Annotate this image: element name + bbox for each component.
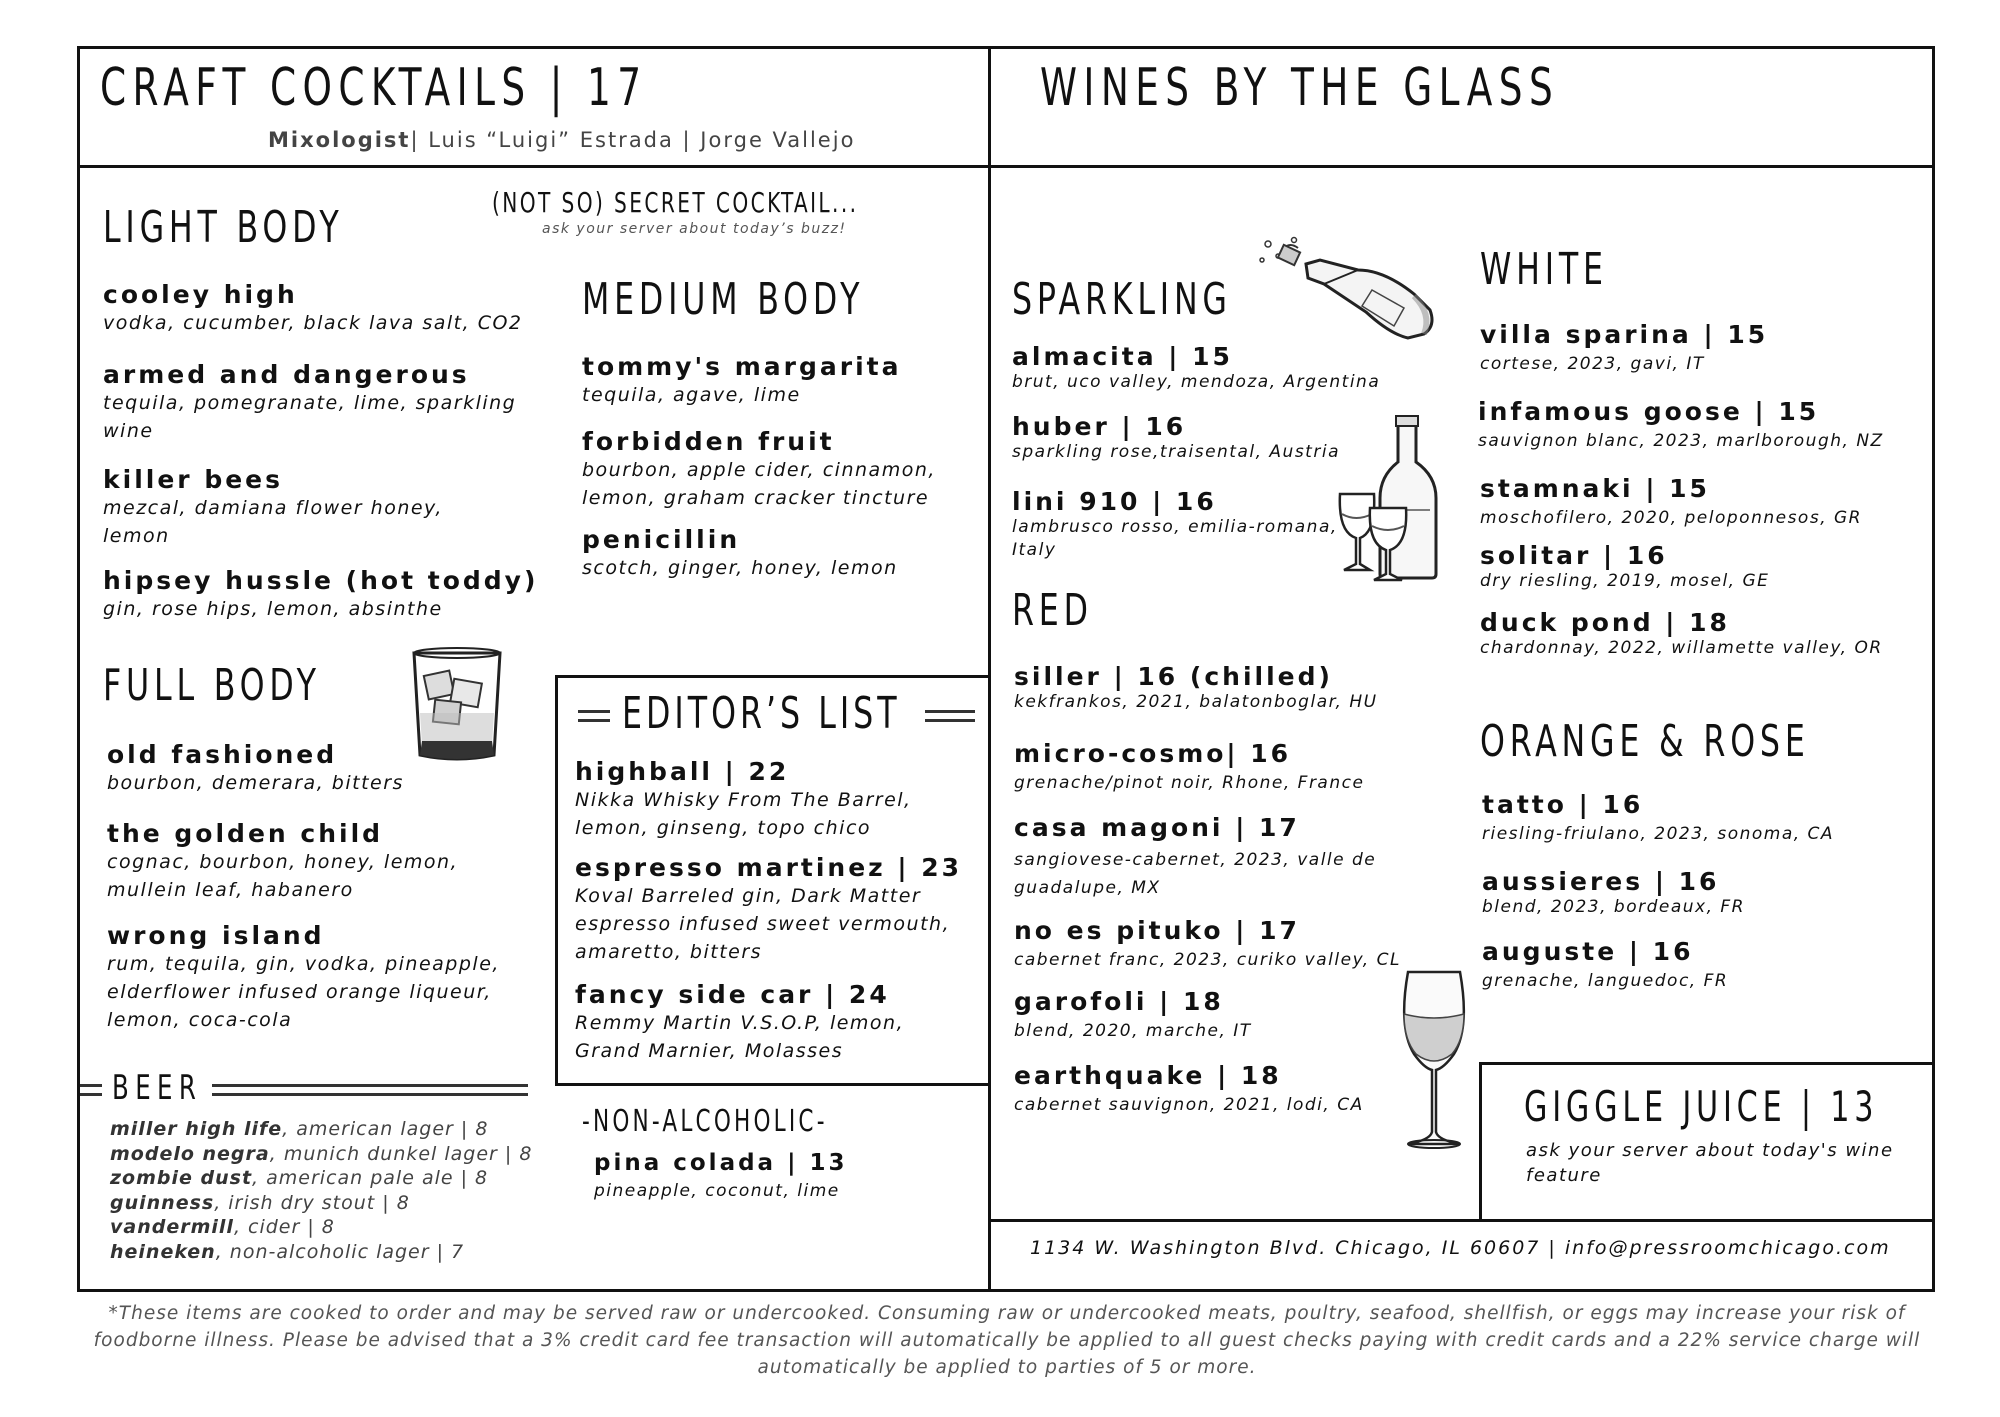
beer-name: zombie dust: [110, 1167, 253, 1189]
beer-rule-left: [80, 1084, 102, 1096]
wine-item: [1482, 867, 1922, 919]
item-desc: tequila, agave, lime: [582, 384, 801, 406]
item-name: auguste | 16: [1482, 937, 1694, 966]
wine-item: [1014, 1061, 1394, 1117]
item-name: almacita | 15: [1012, 342, 1233, 371]
beer-name: heineken: [110, 1240, 216, 1263]
wine-item: [1480, 474, 1920, 530]
item-name: old fashioned: [107, 740, 338, 769]
item-desc: sauvignon blanc, 2023, marlborough, NZ: [1478, 431, 1884, 451]
full-body-heading: FULL BODY: [103, 660, 321, 711]
item-desc: rum, tequila, gin, vodka, pineapple, elderflower infused orange liqueur, lemon, coca-cola: [107, 953, 500, 1031]
item-desc: brut, uco valley, mendoza, Argentina: [1012, 372, 1381, 392]
item-name: infamous goose | 15: [1478, 397, 1820, 426]
item-desc: cabernet sauvignon, 2021, lodi, CA: [1014, 1095, 1364, 1115]
mixologist-label: Mixologist: [268, 128, 411, 152]
beer-desc: , american lager | 8: [282, 1118, 489, 1140]
item-desc: moschofilero, 2020, peloponnesos, GR: [1480, 508, 1862, 528]
cocktail-item: [103, 566, 543, 623]
wine-item: [1478, 397, 1918, 453]
wine-item: [1012, 487, 1342, 562]
item-name: cooley high: [103, 280, 298, 309]
wine-item: [1014, 662, 1414, 714]
item-name: pina colada | 13: [594, 1150, 848, 1176]
item-desc: cortese, 2023, gavi, IT: [1480, 354, 1705, 374]
wines-title: WINES BY THE GLASS: [1040, 58, 1560, 118]
item-name: micro-cosmo| 16: [1014, 739, 1292, 768]
item-name: no es pituko | 17: [1014, 916, 1300, 945]
item-name: lini 910 | 16: [1012, 487, 1217, 516]
beer-name: guinness: [110, 1191, 215, 1214]
item-desc: scotch, ginger, honey, lemon: [582, 557, 898, 579]
item-name: penicillin: [582, 525, 741, 554]
cocktail-item: [582, 352, 982, 409]
item-desc: gin, rose hips, lemon, absinthe: [103, 598, 443, 620]
cocktail-item: [575, 853, 985, 966]
beer-item: [110, 1191, 532, 1216]
giggle-juice-desc: ask your server about today's wine feature: [1526, 1140, 1894, 1186]
item-desc: sangiovese-cabernet, 2023, valle de guadalupe, MX: [1014, 850, 1377, 898]
item-desc: Nikka Whisky From The Barrel, lemon, ginseng, topo chico: [575, 789, 912, 839]
item-desc: sparkling rose,traisental, Austria: [1012, 442, 1340, 462]
item-desc: cabernet franc, 2023, curiko valley, CL: [1014, 950, 1401, 970]
cocktail-item: [594, 1150, 974, 1206]
beer-desc: , munich dunkel lager | 8: [269, 1142, 533, 1165]
giggle-juice-title: GIGGLE JUICE | 13: [1524, 1082, 1879, 1131]
beer-name: miller high life: [110, 1118, 283, 1140]
beer-name: modelo negra: [110, 1142, 270, 1165]
item-desc: mezcal, damiana flower honey, lemon: [103, 497, 443, 547]
orange-rose-heading: ORANGE & ROSE: [1480, 716, 1810, 767]
secret-cocktail-note: ask your server about today’s buzz!: [542, 221, 847, 237]
non-alcoholic-heading: -NON-ALCOHOLIC-: [582, 1104, 828, 1139]
item-name: tommy's margarita: [582, 352, 902, 381]
beer-rule-right: [212, 1084, 528, 1096]
wine-item: [1014, 916, 1434, 972]
item-desc: tequila, pomegranate, lime, sparkling wine: [103, 392, 517, 442]
item-desc: grenache, languedoc, FR: [1482, 971, 1729, 991]
beer-item: [110, 1215, 532, 1240]
item-name: garofoli | 18: [1014, 987, 1224, 1016]
beer-desc: , american pale ale | 8: [252, 1167, 489, 1189]
editors-rule-left: [578, 710, 610, 722]
cocktail-item: [575, 980, 975, 1065]
item-name: wrong island: [107, 921, 325, 950]
mixologist-credit: [268, 128, 855, 152]
item-desc: vodka, cucumber, black lava salt, CO2: [103, 312, 523, 334]
item-name: duck pond | 18: [1480, 608, 1730, 637]
wine-item: [1480, 541, 1920, 593]
item-desc: bourbon, demerara, bitters: [107, 772, 404, 794]
beer-list: [110, 1117, 532, 1264]
item-name: forbidden fruit: [582, 427, 835, 456]
item-desc: riesling-friulano, 2023, sonoma, CA: [1482, 824, 1835, 844]
beer-desc: , cider | 8: [233, 1216, 335, 1238]
beer-item: [110, 1142, 532, 1167]
item-desc: pineapple, coconut, lime: [594, 1181, 840, 1201]
beer-item: [110, 1117, 532, 1142]
wine-item: [1014, 739, 1414, 795]
item-name: killer bees: [103, 465, 284, 494]
cocktail-item: [107, 921, 527, 1034]
beer-heading: BEER: [112, 1068, 203, 1108]
address-line: 1134 W. Washington Blvd. Chicago, IL 60607 | info@pressroomchicago.com: [1030, 1237, 1891, 1259]
cocktail-item: [107, 819, 507, 904]
secret-cocktail-title: (NOT SO) SECRET COCKTAIL...: [492, 186, 859, 219]
item-desc: chardonnay, 2022, willamette valley, OR: [1480, 638, 1883, 658]
cocktail-item: [107, 740, 547, 797]
item-desc: dry riesling, 2019, mosel, GE: [1480, 571, 1770, 591]
header-divider: [77, 165, 1935, 168]
item-desc: Remmy Martin V.S.O.P, lemon, Grand Marnier, Molasses: [575, 1012, 905, 1062]
wine-item: [1014, 813, 1394, 902]
footer-divider: [988, 1219, 1935, 1222]
cocktail-item: [103, 280, 543, 337]
editors-list-heading: EDITOR’S LIST: [622, 688, 901, 739]
item-name: casa magoni | 17: [1014, 813, 1300, 842]
item-desc: grenache/pinot noir, Rhone, France: [1014, 773, 1365, 793]
cocktail-item: [103, 465, 483, 550]
cocktail-item: [575, 757, 975, 842]
beer-name: vandermill: [110, 1216, 234, 1238]
item-desc: blend, 2020, marche, IT: [1014, 1021, 1252, 1041]
beer-desc: , irish dry stout | 8: [214, 1191, 410, 1214]
beer-item: [110, 1240, 532, 1265]
item-name: hipsey hussle (hot toddy): [103, 566, 539, 595]
wine-item: [1482, 790, 1922, 846]
item-name: armed and dangerous: [103, 360, 470, 389]
wine-glass-icon: [1398, 968, 1470, 1150]
wine-item: [1480, 608, 1920, 660]
medium-body-heading: MEDIUM BODY: [582, 274, 865, 325]
item-name: siller | 16 (chilled): [1014, 662, 1333, 691]
sparkling-heading: SPARKLING: [1012, 274, 1232, 325]
cocktail-item: [103, 360, 543, 445]
champagne-bottle-icon: [1254, 234, 1444, 354]
item-desc: kekfrankos, 2021, balatonboglar, HU: [1014, 692, 1378, 712]
cocktails-title: CRAFT COCKTAILS | 17: [100, 58, 648, 118]
item-name: earthquake | 18: [1014, 1061, 1282, 1090]
wine-bottle-glasses-icon: [1336, 414, 1448, 582]
item-desc: cognac, bourbon, honey, lemon, mullein leaf, habanero: [107, 851, 459, 901]
item-name: fancy side car | 24: [575, 980, 890, 1009]
item-name: aussieres | 16: [1482, 867, 1720, 896]
item-desc: bourbon, apple cider, cinnamon, lemon, graham cracker tincture: [582, 459, 936, 509]
item-desc: lambrusco rosso, emilia-romana, Italy: [1012, 517, 1338, 560]
beer-desc: , non-alcoholic lager | 7: [215, 1240, 465, 1263]
item-name: the golden child: [107, 819, 384, 848]
item-desc: Koval Barreled gin, Dark Matter espresso infused sweet vermouth, amaretto, bitters: [575, 885, 951, 963]
wine-item: [1012, 342, 1392, 394]
disclaimer: *These items are cooked to order and may be served raw or undercooked. Consuming raw or undercooked meats, poultry, seafood, shellfish, or eggs may increase your risk of foodborne illness. Please be advised that a 3% credit card fee transaction will automatically be applied to all guest checks paying with credit cards and a 22% service charge will automatically be applied to parties of 5 or more.: [93, 1303, 1921, 1378]
item-name: villa sparina | 15: [1480, 320, 1769, 349]
cocktail-item: [582, 525, 982, 582]
cocktail-item: [582, 427, 982, 512]
beer-item: [110, 1166, 532, 1191]
item-name: huber | 16: [1012, 412, 1187, 441]
center-divider: [988, 46, 991, 1292]
white-heading: WHITE: [1480, 244, 1608, 295]
item-name: stamnaki | 15: [1480, 474, 1710, 503]
mixologist-names: | Luis “Luigi” Estrada | Jorge Vallejo: [410, 128, 856, 152]
editors-rule-right: [925, 710, 975, 722]
wine-item: [1480, 320, 1920, 376]
item-desc: blend, 2023, bordeaux, FR: [1482, 897, 1745, 917]
item-name: solitar | 16: [1480, 541, 1668, 570]
item-name: tatto | 16: [1482, 790, 1644, 819]
wine-item: [1482, 937, 1922, 993]
wine-item: [1014, 987, 1394, 1043]
item-name: highball | 22: [575, 757, 790, 786]
red-heading: RED: [1012, 585, 1093, 636]
light-body-heading: LIGHT BODY: [103, 202, 344, 253]
item-name: espresso martinez | 23: [575, 853, 963, 882]
wine-item: [1012, 412, 1392, 464]
